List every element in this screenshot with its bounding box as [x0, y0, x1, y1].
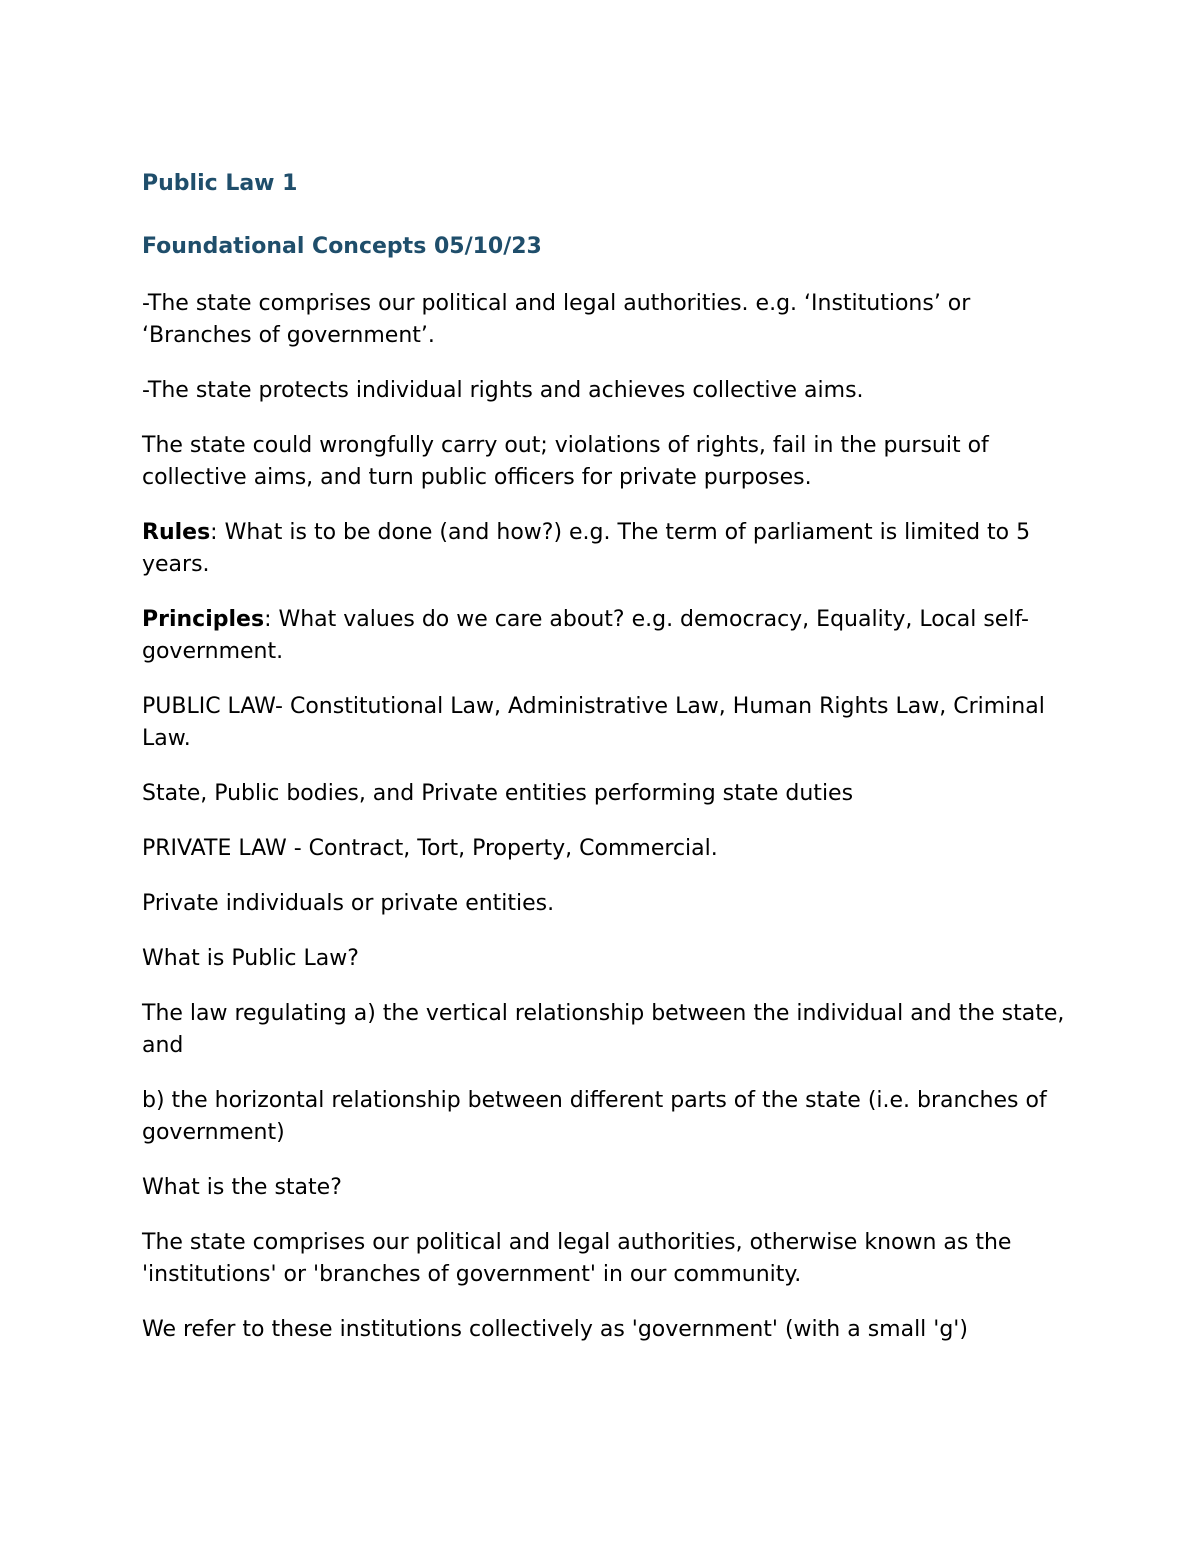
- paragraph-principles: [142, 604, 1072, 668]
- paragraph-horizontal-relationship: b) the horizontal relationship between different parts of the state (i.e. branches of government): [142, 1088, 1047, 1145]
- paragraph-public-scope: State, Public bodies, and Private entities performing state duties: [142, 781, 854, 806]
- document-subtitle: Foundational Concepts 05/10/23: [142, 234, 542, 259]
- paragraph-state-institutions: The state comprises our political and legal authorities, otherwise known as the 'institutions' or 'branches of government' in our community.: [142, 1230, 1012, 1287]
- term-rules: Rules: [142, 520, 211, 545]
- paragraph-state-protects: -The state protects individual rights and achieves collective aims.: [142, 378, 864, 403]
- rules-definition: : What is to be done (and how?) e.g. The term of parliament is limited to 5 years.: [142, 520, 1031, 577]
- paragraph-state-definition: -The state comprises our political and legal authorities. e.g. ‘Institutions’ or ‘Branches of government’.: [142, 291, 971, 348]
- paragraph-vertical-relationship: The law regulating a) the vertical relationship between the individual and the state, and: [142, 1001, 1065, 1058]
- paragraph-private-scope: Private individuals or private entities.: [142, 891, 555, 916]
- term-principles: Principles: [142, 607, 265, 632]
- paragraph-government-small-g: We refer to these institutions collectively as 'government' (with a small 'g'): [142, 1317, 968, 1342]
- principles-definition: : What values do we care about? e.g. democracy, Equality, Local self-government.: [142, 607, 1029, 664]
- paragraph-state-wrongful: The state could wrongfully carry out; violations of rights, fail in the pursuit of collective aims, and turn public officers for private purposes.: [142, 433, 989, 490]
- document-page: [142, 168, 1072, 1369]
- paragraph-private-law: PRIVATE LAW - Contract, Tort, Property, Commercial.: [142, 836, 718, 861]
- paragraph-question-public-law: What is Public Law?: [142, 946, 359, 971]
- paragraph-question-state: What is the state?: [142, 1175, 342, 1200]
- document-title: Public Law 1: [142, 171, 298, 196]
- paragraph-rules: [142, 517, 1072, 581]
- paragraph-public-law: PUBLIC LAW- Constitutional Law, Administrative Law, Human Rights Law, Criminal Law.: [142, 694, 1045, 751]
